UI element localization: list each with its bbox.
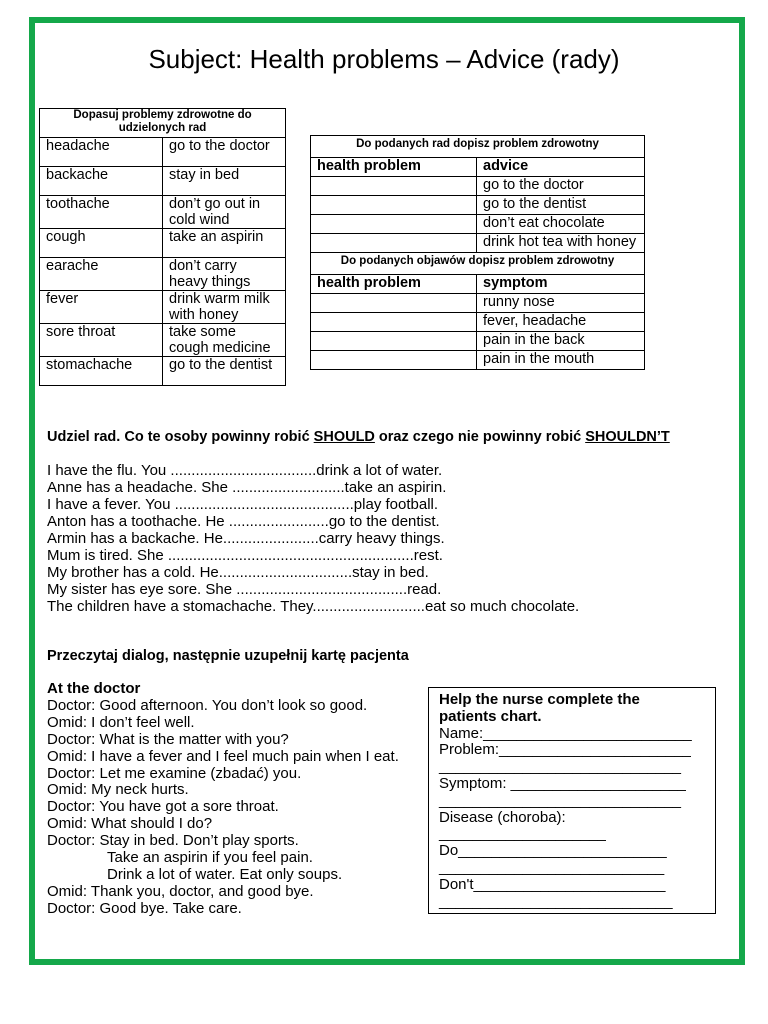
advice-cell: go to the doctor bbox=[163, 138, 286, 167]
dialog-title: At the doctor bbox=[47, 680, 141, 697]
dialog-line: Take an aspirin if you feel pain. bbox=[107, 849, 313, 867]
matching-table bbox=[39, 108, 286, 386]
advice-cell: don’t eat chocolate bbox=[477, 215, 645, 234]
advice-sentence: Anton has a toothache. He ........................go to the dentist. bbox=[47, 513, 440, 530]
matching-row bbox=[40, 229, 286, 258]
advice-cell: go to the dentist bbox=[163, 357, 286, 386]
problem-cell: cough bbox=[40, 229, 163, 258]
table-header-row bbox=[311, 253, 645, 275]
blank-cell[interactable] bbox=[311, 294, 477, 313]
dialog-line: Omid: My neck hurts. bbox=[47, 781, 189, 799]
problem-cell: headache bbox=[40, 138, 163, 167]
advice-cell: stay in bed bbox=[163, 167, 286, 196]
problem-cell: toothache bbox=[40, 196, 163, 229]
exercise3-instruction: Przeczytaj dialog, następnie uzupełnij kartę pacjenta bbox=[47, 648, 409, 664]
column-header: health problem bbox=[311, 275, 477, 294]
blank-cell[interactable] bbox=[311, 196, 477, 215]
matching-row bbox=[40, 291, 286, 324]
dialog-line: Omid: What should I do? bbox=[47, 815, 213, 833]
matching-row bbox=[40, 324, 286, 357]
chart-line: Disease (choroba): bbox=[439, 808, 566, 826]
fill-row bbox=[311, 177, 645, 196]
blank-cell[interactable] bbox=[311, 234, 477, 253]
advice-sentence: My sister has eye sore. She .........................................read. bbox=[47, 581, 442, 598]
column-header-row bbox=[311, 158, 645, 177]
chart-line: _____________________________ bbox=[439, 791, 681, 809]
problem-cell: earache bbox=[40, 258, 163, 291]
problem-cell: backache bbox=[40, 167, 163, 196]
advice-cell: take an aspirin bbox=[163, 229, 286, 258]
advice-cell: go to the dentist bbox=[477, 196, 645, 215]
dialog-line: Doctor: Stay in bed. Don’t play sports. bbox=[47, 832, 299, 850]
chart-line: Do_________________________ bbox=[439, 842, 667, 860]
fill-row bbox=[311, 313, 645, 332]
symptom-cell: runny nose bbox=[477, 294, 645, 313]
matching-row bbox=[40, 357, 286, 386]
patient-chart bbox=[428, 687, 716, 914]
chart-line: Problem:_______________________ bbox=[439, 741, 691, 759]
table-header: Do podanych objawów dopisz problem zdrowotny bbox=[311, 253, 645, 275]
dialog-line: Omid: I have a fever and I feel much pain when I eat. bbox=[47, 747, 399, 765]
problem-cell: stomachache bbox=[40, 357, 163, 386]
chart-line: ___________________________ bbox=[439, 858, 665, 876]
blank-cell[interactable] bbox=[311, 215, 477, 234]
page-title: Subject: Health problems – Advice (rady) bbox=[148, 44, 620, 74]
chart-line: ____________________________ bbox=[439, 892, 673, 910]
blank-cell[interactable] bbox=[311, 313, 477, 332]
matching-row bbox=[40, 196, 286, 229]
chart-title-line: Help the nurse complete the bbox=[439, 691, 640, 708]
advice-sentence: The children have a stomachache. They...........................eat so much chocolate. bbox=[47, 598, 580, 615]
chart-line: ____________________ bbox=[439, 825, 606, 843]
problem-cell: fever bbox=[40, 291, 163, 324]
advice-sentence: Mum is tired. She ...........................................................rest. bbox=[47, 547, 443, 564]
matching-row bbox=[40, 258, 286, 291]
symptom-cell: fever, headache bbox=[477, 313, 645, 332]
symptom-cell: pain in the mouth bbox=[477, 351, 645, 370]
dialog-line: Doctor: Good afternoon. You don’t look so good. bbox=[47, 696, 368, 714]
dialog-line: Doctor: What is the matter with you? bbox=[47, 730, 289, 748]
advice-sentence: Anne has a headache. She ...........................take an aspirin. bbox=[47, 479, 447, 496]
advice-cell: drink warm milk with honey bbox=[163, 291, 286, 324]
advice-cell: go to the doctor bbox=[477, 177, 645, 196]
table-header: Do podanych rad dopisz problem zdrowotny bbox=[311, 136, 645, 158]
advice-sentence: I have the flu. You ...................................drink a lot of water. bbox=[47, 462, 443, 479]
fill-row bbox=[311, 215, 645, 234]
fill-row bbox=[311, 351, 645, 370]
chart-title-line: patients chart. bbox=[439, 707, 542, 725]
advice-cell: drink hot tea with honey bbox=[477, 234, 645, 253]
doctor-dialog bbox=[47, 681, 399, 918]
dialog-line: Doctor: Good bye. Take care. bbox=[47, 899, 242, 917]
blank-cell[interactable] bbox=[311, 351, 477, 370]
matching-table-header: Dopasuj problemy zdrowotne do udzielonych rad bbox=[40, 109, 286, 138]
exercise2-instruction: Udziel rad. Co te osoby powinny robić SHOULD oraz czego nie powinny robić SHOULDN’T bbox=[47, 429, 670, 445]
chart-line: _____________________________ bbox=[439, 758, 681, 776]
fill-row bbox=[311, 332, 645, 351]
blank-cell[interactable] bbox=[311, 332, 477, 351]
symptom-cell: pain in the back bbox=[477, 332, 645, 351]
chart-line: Symptom: _____________________ bbox=[439, 774, 686, 792]
advice-cell: take some cough medicine bbox=[163, 324, 286, 357]
fill-row bbox=[311, 234, 645, 253]
fill-row bbox=[311, 294, 645, 313]
advice-cell: don’t carry heavy things bbox=[163, 258, 286, 291]
chart-line: Don't_______________________ bbox=[439, 875, 666, 893]
advice-sentence: Armin has a backache. He.......................carry heavy things. bbox=[47, 530, 445, 547]
fill-row bbox=[311, 196, 645, 215]
dialog-line: Omid: Thank you, doctor, and good bye. bbox=[47, 882, 314, 900]
matching-row bbox=[40, 138, 286, 167]
advice-sentences bbox=[47, 462, 579, 615]
column-header: symptom bbox=[477, 275, 645, 294]
advice-sentence: My brother has a cold. He................................stay in bed. bbox=[47, 564, 429, 581]
advice-sentence: I have a fever. You ...........................................play football. bbox=[47, 496, 439, 513]
matching-row bbox=[40, 167, 286, 196]
column-header-row bbox=[311, 275, 645, 294]
chart-line: Name:_________________________ bbox=[439, 724, 692, 742]
advice-cell: don’t go out in cold wind bbox=[163, 196, 286, 229]
dialog-line: Doctor: Let me examine (zbadać) you. bbox=[47, 764, 302, 782]
table-header-row bbox=[311, 136, 645, 158]
problem-cell: sore throat bbox=[40, 324, 163, 357]
column-header: advice bbox=[477, 158, 645, 177]
dialog-line: Drink a lot of water. Eat only soups. bbox=[107, 865, 343, 883]
advice-problem-table bbox=[310, 135, 645, 370]
dialog-line: Omid: I don’t feel well. bbox=[47, 713, 195, 731]
column-header: health problem bbox=[311, 158, 477, 177]
blank-cell[interactable] bbox=[311, 177, 477, 196]
dialog-line: Doctor: You have got a sore throat. bbox=[47, 798, 279, 816]
